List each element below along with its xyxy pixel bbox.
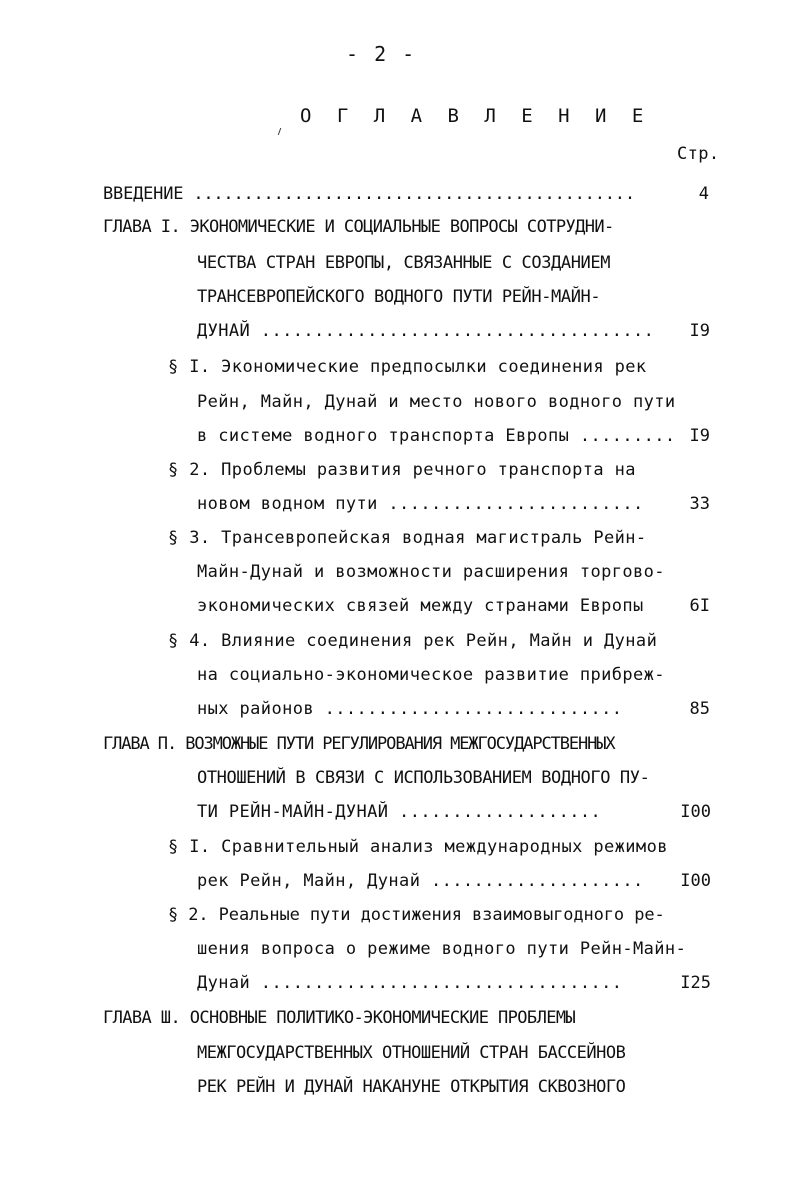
toc-line: § 2. Проблемы развития речного транспорта на [168, 460, 636, 480]
toc-page: 6I [689, 596, 710, 616]
toc-line: рек Рейн, Майн, Дунай .................... [197, 871, 644, 891]
toc-page: I25 [680, 973, 711, 993]
toc-line: ЧЕСТВА СТРАН ЕВРОПЫ, СВЯЗАННЫЕ С СОЗДАНИЕМ [197, 253, 611, 273]
toc-line: на социально-экономическое развитие прибреж- [197, 665, 665, 685]
toc-line: § I. Сравнительный анализ международных режимов [168, 837, 668, 857]
stray-mark [278, 128, 285, 135]
toc-page: 4 [698, 184, 709, 204]
toc-line: § 3. Трансевропейская водная магистраль Рейн- [168, 528, 647, 548]
toc-line: § I. Экономические предпосылки соединения рек [168, 357, 647, 377]
toc-line: в системе водного транспорта Европы ......... [197, 426, 676, 446]
toc-line: ОТНОШЕНИЙ В СВЯЗИ С ИСПОЛЬЗОВАНИЕМ ВОДНОГО ПУ- [197, 768, 650, 788]
toc-line: ДУНАЙ ..................................... [197, 321, 655, 341]
toc-line: ВВЕДЕНИЕ ............................................ [103, 184, 635, 204]
page-column-label: Стр. [677, 144, 720, 164]
toc-page: I00 [680, 871, 711, 891]
toc-line: § 4. Влияние соединения рек Рейн, Майн и Дунай [168, 631, 658, 651]
page-title: О Г Л А В Л Е Н И Е [300, 105, 651, 127]
page-number: - 2 - [346, 42, 417, 66]
toc-page: I00 [680, 802, 711, 822]
toc-page: 33 [689, 494, 710, 514]
toc-line: § 2. Реальные пути достижения взаимовыгодного ре- [168, 905, 665, 925]
toc-line: Дунай .................................. [197, 973, 623, 993]
toc-line: Рейн, Майн, Дунай и место нового водного пути [197, 392, 676, 412]
toc-page: 85 [689, 699, 710, 719]
toc-line: ТИ РЕЙН-МАЙН-ДУНАЙ ................... [197, 802, 602, 822]
toc-line: МЕЖГОСУДАРСТВЕННЫХ ОТНОШЕНИЙ СТРАН БАССЕЙНОВ [197, 1043, 626, 1063]
toc-page: I9 [689, 426, 710, 446]
toc-line: ных районов ............................ [197, 699, 623, 719]
toc-page: I9 [689, 321, 710, 341]
toc-line: шения вопроса о режиме водного пути Рейн-Майн- [197, 939, 687, 959]
toc-line: ГЛАВА П. ВОЗМОЖНЫЕ ПУТИ РЕГУЛИРОВАНИЯ МЕЖГОСУДАРСТВЕННЫХ [103, 734, 615, 754]
toc-line: новом водном пути ........................ [197, 494, 644, 514]
toc-line: ГЛАВА I. ЭКОНОМИЧЕСКИЕ И СОЦИАЛЬНЫЕ ВОПРОСЫ СОТРУДНИ- [103, 217, 614, 237]
toc-line: экономических связей между странами Европы [197, 596, 644, 616]
toc-line: ГЛАВА Ш. ОСНОВНЫЕ ПОЛИТИКО-ЭКОНОМИЧЕСКИЕ ПРОБЛЕМЫ [103, 1008, 576, 1028]
toc-line: ТРАНСЕВРОПЕЙСКОГО ВОДНОГО ПУТИ РЕЙН-МАЙН- [197, 287, 601, 307]
toc-line: РЕК РЕЙН И ДУНАЙ НАКАНУНЕ ОТКРЫТИЯ СКВОЗНОГО [197, 1077, 626, 1097]
toc-line: Майн-Дунай и возможности расширения торгово- [197, 562, 665, 582]
